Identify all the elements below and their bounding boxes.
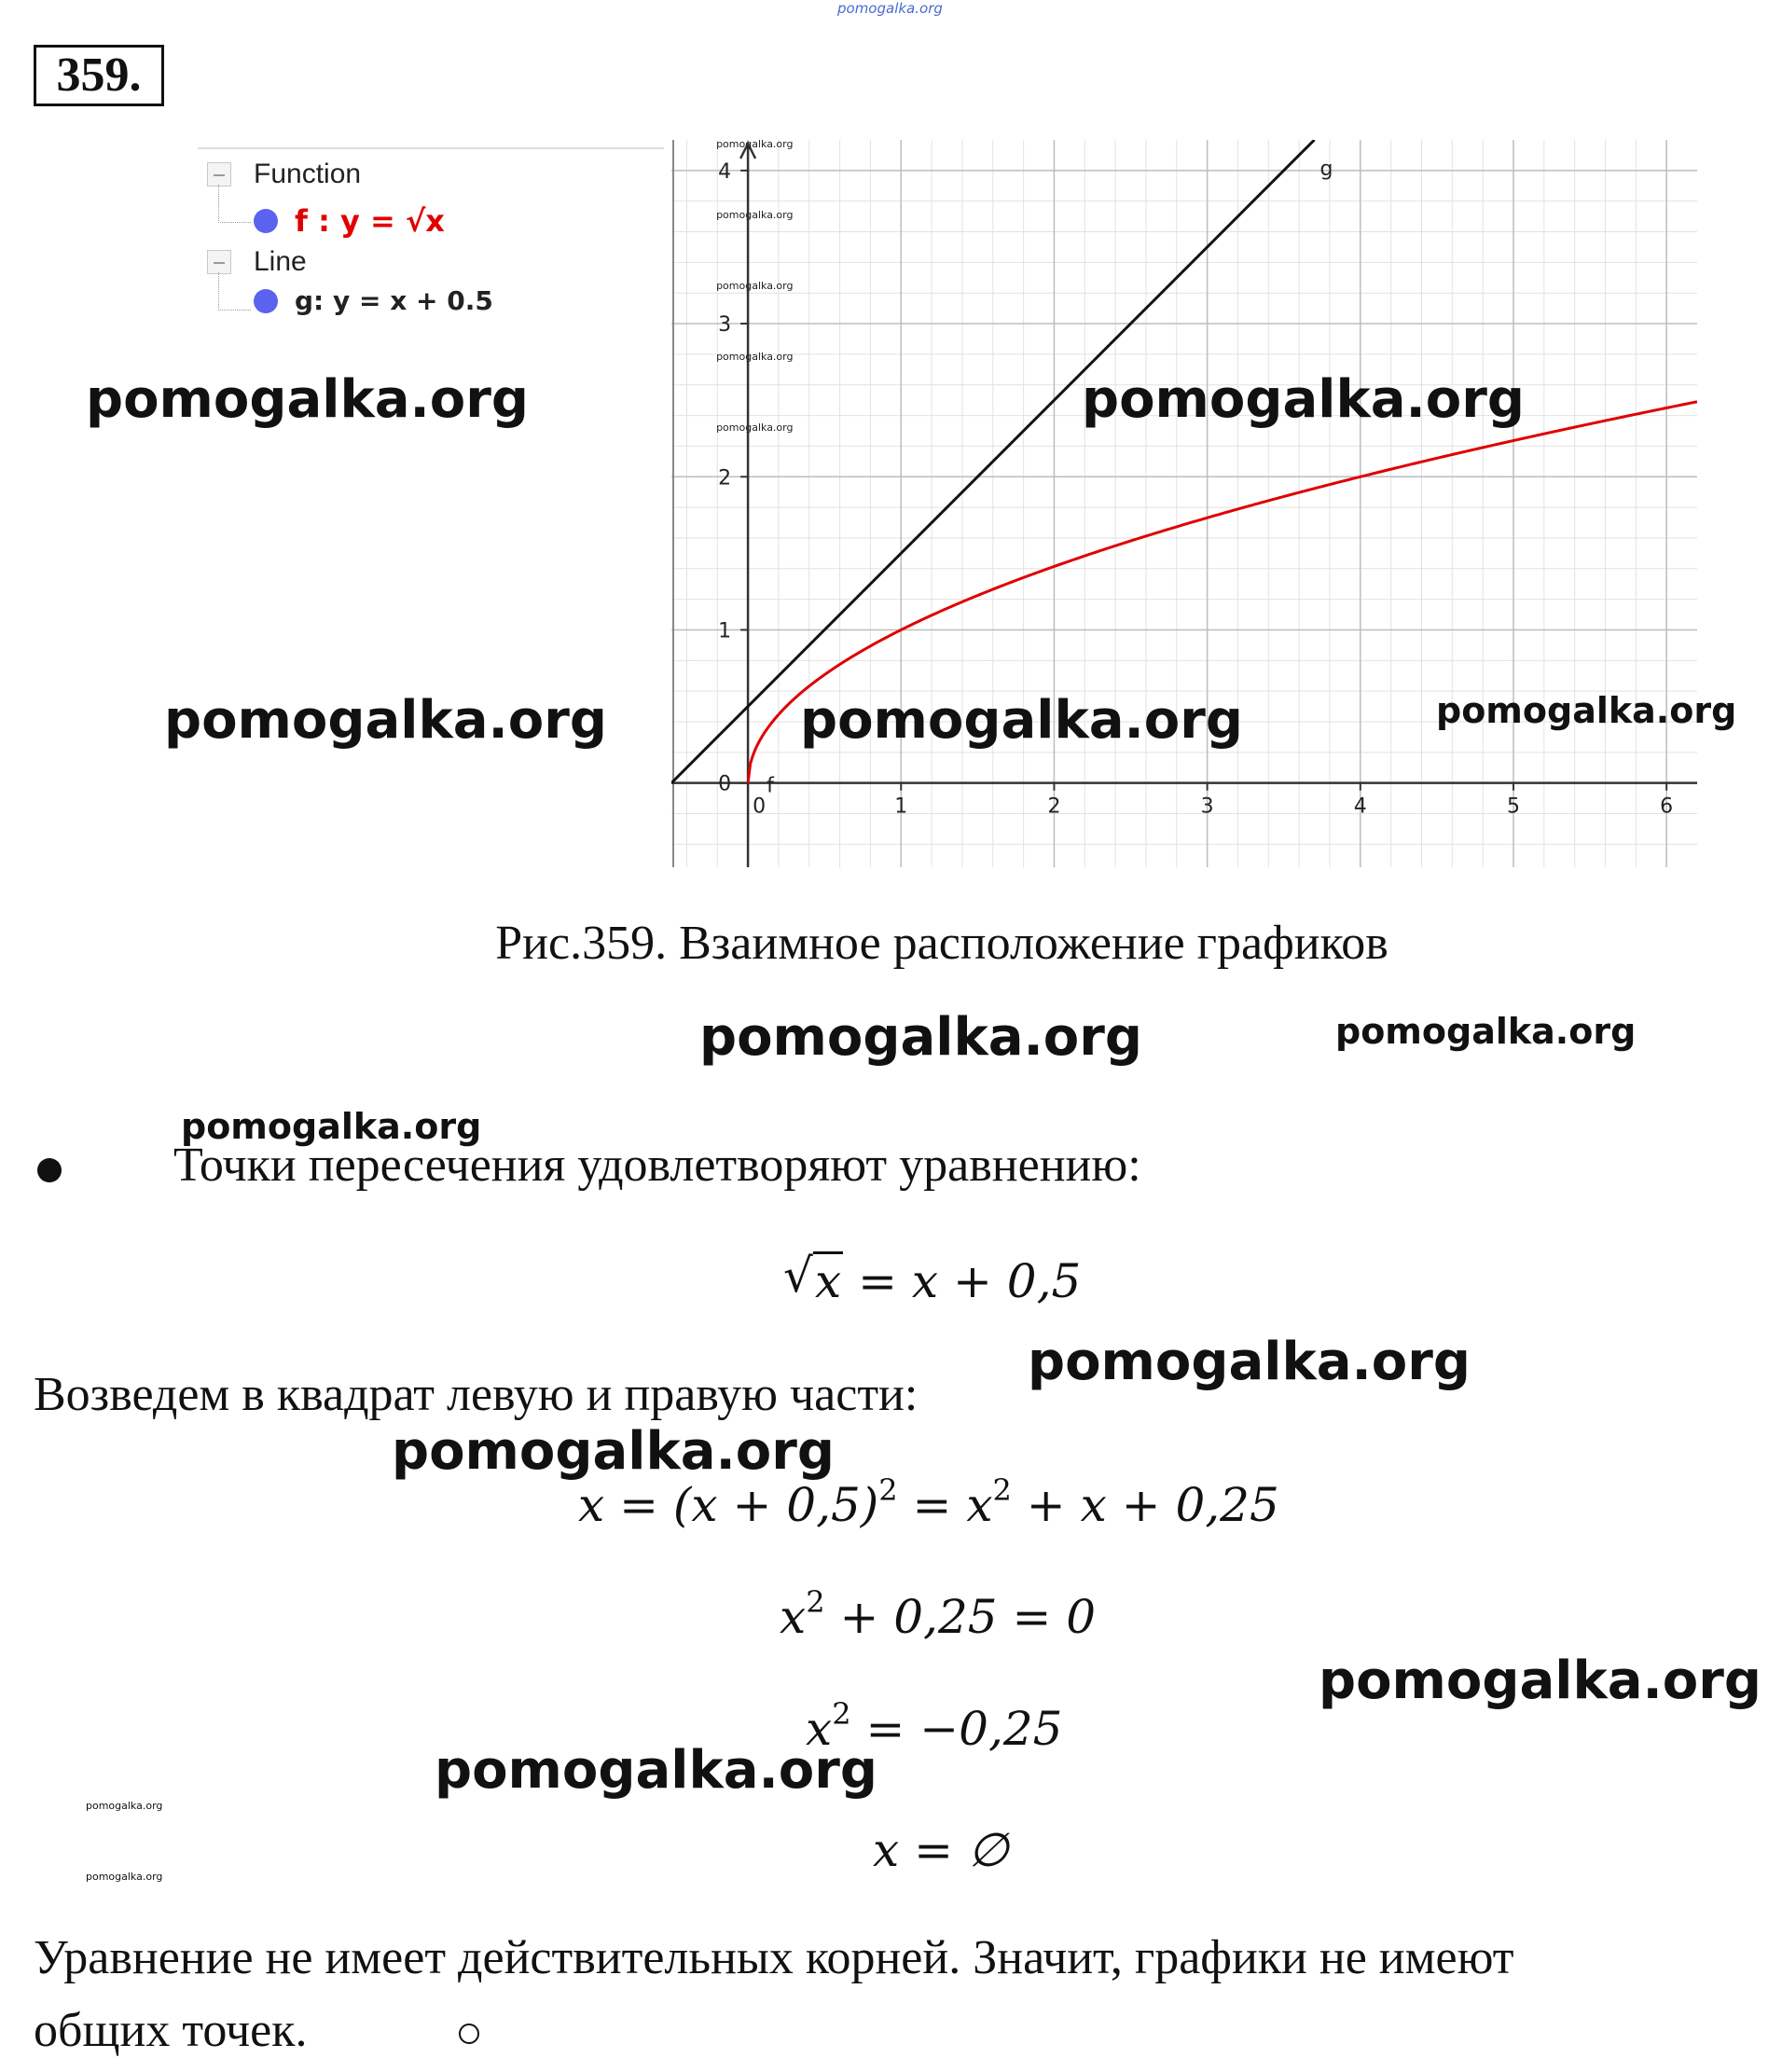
watermark: pomogalka.org [181, 1106, 482, 1147]
y-tick-label: 4 [718, 159, 732, 184]
watermark: pomogalka.org [1082, 369, 1525, 430]
algebra-view [198, 145, 664, 332]
equation-3 [780, 1584, 1097, 1644]
function-f-expression: f : y = √x [295, 203, 445, 239]
watermark: pomogalka.org [164, 690, 607, 751]
visibility-dot-icon[interactable] [254, 209, 278, 233]
intersection-text: Точки пересечения удовлетворяют уравнению: [173, 1139, 1141, 1192]
x-tick-label: 0 [753, 794, 767, 819]
bullet-icon [37, 1158, 62, 1182]
equation-5 [873, 1823, 1008, 1877]
watermark-small: pomogalka.org [716, 209, 794, 221]
x-tick-label: 1 [894, 794, 908, 819]
collapse-icon[interactable] [207, 162, 231, 186]
x-tick-label: 4 [1353, 794, 1367, 819]
watermark-small: pomogalka.org [716, 280, 794, 292]
watermark-small: pomogalka.org [716, 421, 794, 434]
watermark: pomogalka.org [800, 690, 1243, 751]
square-both-text: Возведем в квадрат левую и правую части: [34, 1368, 919, 1421]
x-tick-label: 3 [1200, 794, 1214, 819]
watermark: pomogalka.org [1319, 1651, 1761, 1711]
exponent: 2 [992, 1472, 1012, 1508]
x-tick-label: 5 [1506, 794, 1520, 819]
line-g-row[interactable] [254, 285, 493, 316]
equation-5-text: x = ∅ [873, 1823, 1009, 1877]
equation-2-part-a: x = (x + 0,5) [578, 1478, 879, 1532]
equation-2-part-c: + x + 0,25 [1011, 1478, 1279, 1532]
x-tick-label: 6 [1660, 794, 1674, 819]
watermark: pomogalka.org [699, 1007, 1142, 1068]
tree-connector [218, 185, 251, 223]
watermark: pomogalka.org [1028, 1332, 1471, 1392]
equation-1-rhs: = x + 0,5 [858, 1254, 1082, 1308]
y-tick-label: 2 [718, 466, 732, 490]
equation-4-part-a: x [806, 1702, 833, 1756]
watermark: pomogalka.org [1436, 690, 1737, 731]
x-tick-label: 2 [1047, 794, 1061, 819]
graph-view[interactable] [671, 140, 1697, 867]
circle-mark-icon [459, 2024, 479, 2044]
tree-connector [218, 272, 251, 311]
exponent: 2 [832, 1696, 851, 1732]
function-f-row[interactable] [254, 203, 445, 239]
watermark: pomogalka.org [86, 369, 529, 430]
exponent: 2 [878, 1472, 898, 1508]
sqrt-symbol: √ x [783, 1249, 842, 1308]
visibility-dot-icon[interactable] [254, 289, 278, 313]
watermark: pomogalka.org [392, 1421, 835, 1482]
conclusion-line-2: общих точек. [34, 2004, 308, 2057]
series-f-label: f [767, 774, 774, 798]
y-tick-label: 1 [718, 619, 732, 643]
y-tick-label: 0 [718, 772, 732, 796]
watermark-small: pomogalka.org [86, 1871, 163, 1883]
equation-3-part-b: + 0,25 = 0 [824, 1590, 1097, 1644]
line-g-expression: g: y = x + 0.5 [295, 285, 493, 316]
collapse-icon[interactable] [207, 250, 231, 274]
function-header: Function [254, 159, 362, 189]
equation-3-part-a: x [780, 1590, 807, 1644]
watermark-small: pomogalka.org [716, 351, 794, 363]
watermark: pomogalka.org [1335, 1011, 1637, 1052]
problem-number: 359. [34, 45, 164, 106]
equation-2 [578, 1472, 1279, 1532]
y-tick-label: 3 [718, 313, 732, 338]
watermark-small: pomogalka.org [86, 1800, 163, 1812]
watermark: pomogalka.org [435, 1740, 877, 1801]
watermark-top: pomogalka.org [837, 0, 943, 17]
equation-4-part-b: = −0,25 [850, 1702, 1063, 1756]
equation-2-part-b: = x [897, 1478, 993, 1532]
conclusion-line-1: Уравнение не имеет действительных корней. Значит, графики не имеют [34, 1931, 1514, 1984]
line-header: Line [254, 246, 307, 277]
exponent: 2 [806, 1584, 825, 1620]
figure-caption: Рис.359. Взаимное расположение графиков [495, 917, 1388, 970]
series-g-label: g [1319, 158, 1333, 181]
equation-1 [783, 1249, 1082, 1308]
watermark-small: pomogalka.org [716, 140, 794, 150]
